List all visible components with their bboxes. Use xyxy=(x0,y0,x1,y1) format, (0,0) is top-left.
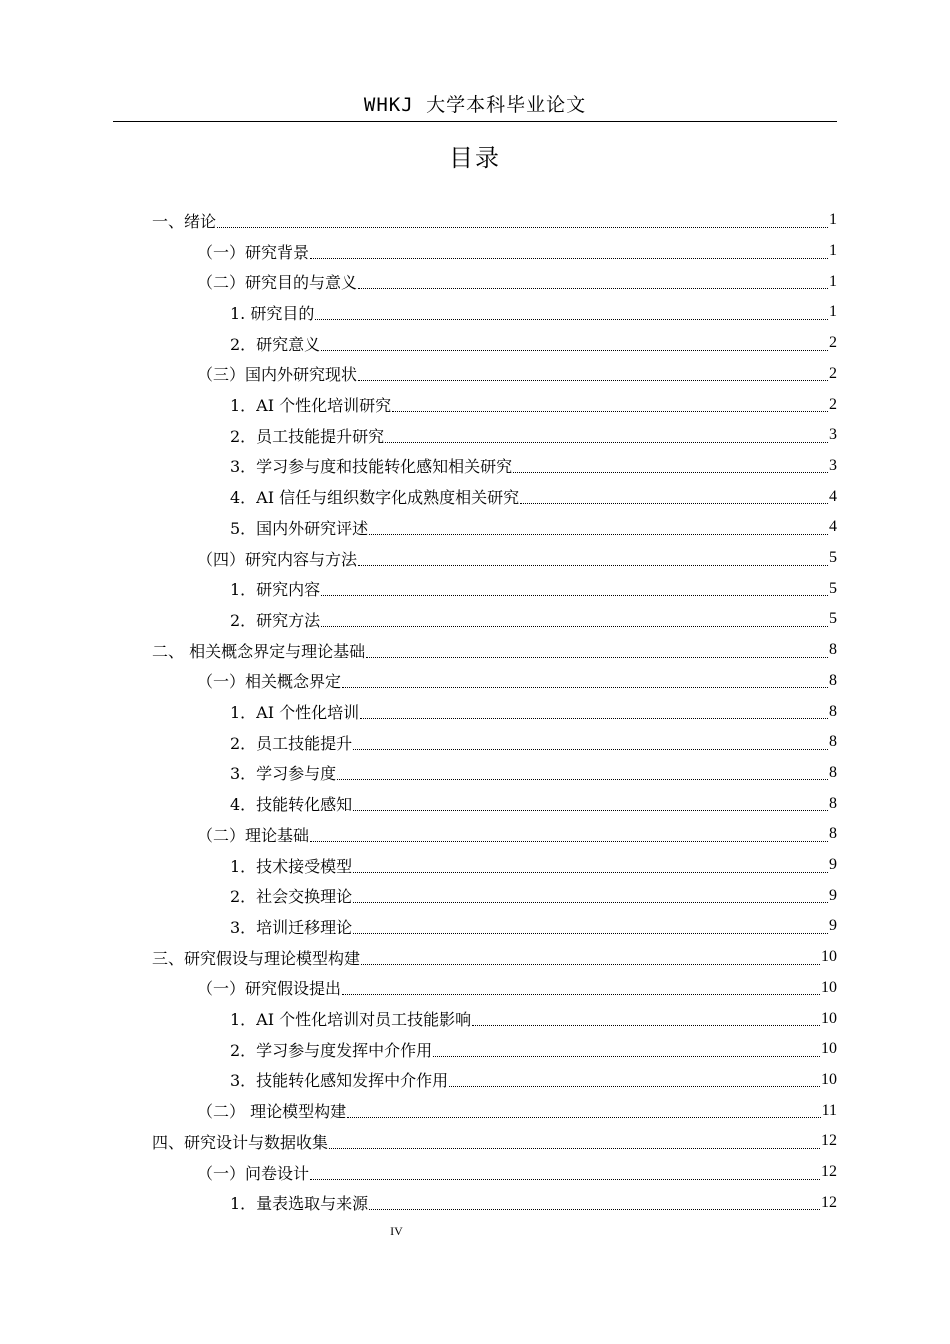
toc-entry[interactable] xyxy=(152,635,837,666)
toc-entry-title: （三）国内外研究现状 xyxy=(197,365,358,385)
toc-entry[interactable] xyxy=(152,942,837,973)
toc-entry[interactable] xyxy=(197,266,837,297)
toc-entry[interactable] xyxy=(197,666,837,697)
toc-entry-title: 3．技能转化感知发挥中介作用 xyxy=(230,1071,449,1091)
toc-entry-page: 8 xyxy=(829,763,837,781)
dot-leader xyxy=(310,829,828,842)
toc-entry-title: 1. 研究目的 xyxy=(230,303,315,323)
toc-entry-title: （一）相关概念界定 xyxy=(197,672,342,692)
dot-leader xyxy=(358,553,828,566)
toc-entry[interactable] xyxy=(197,1095,837,1126)
dot-leader xyxy=(392,399,828,412)
toc-entry-title: （二） 理论模型构建 xyxy=(197,1102,347,1122)
toc-entry-title: 2．研究意义 xyxy=(230,334,321,354)
dot-leader xyxy=(217,215,828,228)
toc-entry-page: 9 xyxy=(829,856,837,874)
toc-entry-title: 1．AI 个性化培训 xyxy=(230,703,360,723)
toc-entry-page: 10 xyxy=(821,1009,837,1027)
toc-entry-title: 2．学习参与度发挥中介作用 xyxy=(230,1040,433,1060)
dot-leader xyxy=(337,767,828,780)
toc-entry-title: 1．AI 个性化培训研究 xyxy=(230,396,392,416)
toc-entry[interactable] xyxy=(230,696,837,727)
toc-entry[interactable] xyxy=(197,359,837,390)
toc-entry-page: 1 xyxy=(829,242,837,260)
toc-entry-page: 3 xyxy=(829,456,837,474)
dot-leader xyxy=(315,307,828,320)
toc-entry-page: 10 xyxy=(821,1070,837,1088)
toc-entry-page: 8 xyxy=(829,641,837,659)
toc-entry-page: 1 xyxy=(829,211,837,229)
toc-entry-page: 2 xyxy=(829,395,837,413)
page-number: IV xyxy=(390,1224,403,1238)
dot-leader xyxy=(321,338,828,351)
toc-entry-title: 1．技术接受模型 xyxy=(230,856,353,876)
toc-entry[interactable] xyxy=(230,850,837,881)
toc-entry-title: 2．研究方法 xyxy=(230,610,321,630)
dot-leader xyxy=(520,491,828,504)
dot-leader xyxy=(353,798,828,811)
toc-entry-title: （一）问卷设计 xyxy=(197,1163,310,1183)
toc-entry[interactable] xyxy=(230,1187,837,1218)
toc-entry-title: 一、绪论 xyxy=(152,211,217,231)
toc-entry-title: 三、研究假设与理论模型构建 xyxy=(152,948,361,968)
dot-leader xyxy=(472,1013,820,1026)
header-rule xyxy=(113,121,837,122)
toc-entry-page: 4 xyxy=(829,487,837,505)
toc-entry-page: 8 xyxy=(829,733,837,751)
toc-entry-title: （一）研究背景 xyxy=(197,242,310,262)
toc-entry-page: 5 xyxy=(829,579,837,597)
toc-entry-title: 1．研究内容 xyxy=(230,580,321,600)
toc-entry[interactable] xyxy=(230,911,837,942)
toc-entry-page: 9 xyxy=(829,917,837,935)
toc-entry-page: 10 xyxy=(821,1040,837,1058)
dot-leader xyxy=(342,675,828,688)
toc-entry-page: 10 xyxy=(821,978,837,996)
toc-entry[interactable] xyxy=(230,451,837,482)
dot-leader xyxy=(353,860,828,873)
toc-entry-title: （二）理论基础 xyxy=(197,825,310,845)
toc-entry[interactable] xyxy=(197,236,837,267)
toc-entry[interactable] xyxy=(197,1157,837,1188)
toc-entry[interactable] xyxy=(230,727,837,758)
dot-leader xyxy=(321,583,828,596)
toc-entry-title: 二、 相关概念界定与理论基础 xyxy=(152,641,366,661)
dot-leader xyxy=(513,460,828,473)
toc-entry-title: 1．量表选取与来源 xyxy=(230,1194,369,1214)
toc-entry[interactable] xyxy=(230,788,837,819)
toc-entry-title: 4．技能转化感知 xyxy=(230,795,353,815)
toc-entry-page: 12 xyxy=(821,1193,837,1211)
toc-entry-page: 10 xyxy=(821,948,837,966)
toc-entry[interactable] xyxy=(230,1065,837,1096)
toc-entry[interactable] xyxy=(230,573,837,604)
toc-entry[interactable] xyxy=(230,512,837,543)
toc-entry-page: 8 xyxy=(829,702,837,720)
toc-entry-page: 12 xyxy=(821,1132,837,1150)
toc-entry[interactable] xyxy=(230,481,837,512)
toc-entry-title: 4．AI 信任与组织数字化成熟度相关研究 xyxy=(230,488,520,508)
dot-leader xyxy=(358,276,828,289)
toc-entry-page: 5 xyxy=(829,610,837,628)
toc-entry[interactable] xyxy=(197,543,837,574)
dot-leader xyxy=(369,522,828,535)
dot-leader xyxy=(449,1074,820,1087)
toc-entry-title: 5．国内外研究评述 xyxy=(230,518,369,538)
dot-leader xyxy=(361,952,820,965)
dot-leader xyxy=(321,614,828,627)
toc-entry-title: 3．学习参与度 xyxy=(230,764,337,784)
dot-leader xyxy=(358,368,828,381)
dot-leader xyxy=(369,1197,820,1210)
toc-entry[interactable] xyxy=(230,1034,837,1065)
toc-entry[interactable] xyxy=(197,819,837,850)
toc-entry-title: 3．培训迁移理论 xyxy=(230,917,353,937)
toc-entry-title: （四）研究内容与方法 xyxy=(197,549,358,569)
toc-title: 目录 xyxy=(449,144,501,172)
page-header: WHKJ 大学本科毕业论文 xyxy=(363,94,587,116)
dot-leader xyxy=(433,1044,820,1057)
toc-entry-page: 8 xyxy=(829,671,837,689)
dot-leader xyxy=(347,1105,821,1118)
dot-leader xyxy=(353,890,828,903)
toc-entry-title: 2．员工技能提升研究 xyxy=(230,426,385,446)
dot-leader xyxy=(342,982,820,995)
toc-entry-page: 2 xyxy=(829,364,837,382)
toc-entry[interactable] xyxy=(152,1126,837,1157)
toc-entry[interactable] xyxy=(230,1003,837,1034)
toc-entry-title: 2．社会交换理论 xyxy=(230,887,353,907)
toc-entry-page: 12 xyxy=(821,1163,837,1181)
toc-entry-page: 8 xyxy=(829,794,837,812)
toc-entry[interactable] xyxy=(152,205,837,236)
dot-leader xyxy=(329,1136,820,1149)
toc-entry[interactable] xyxy=(230,880,837,911)
dot-leader xyxy=(366,645,828,658)
toc-entry[interactable] xyxy=(230,604,837,635)
toc-entry-title: （二）研究目的与意义 xyxy=(197,273,358,293)
toc-entry-page: 5 xyxy=(829,549,837,567)
toc-entry-page: 3 xyxy=(829,426,837,444)
toc-entry-page: 1 xyxy=(829,272,837,290)
dot-leader xyxy=(385,430,828,443)
toc-entry[interactable] xyxy=(230,389,837,420)
toc-entry-title: 3．学习参与度和技能转化感知相关研究 xyxy=(230,457,513,477)
dot-leader xyxy=(353,921,828,934)
toc-entry-page: 11 xyxy=(821,1101,837,1119)
toc-entry-title: （一）研究假设提出 xyxy=(197,979,342,999)
toc-entry-title: 四、研究设计与数据收集 xyxy=(152,1132,329,1152)
toc-entry[interactable] xyxy=(197,973,837,1004)
toc-entry[interactable] xyxy=(230,297,837,328)
toc-entry[interactable] xyxy=(230,328,837,359)
dot-leader xyxy=(310,246,828,259)
toc-entry[interactable] xyxy=(230,758,837,789)
toc-entry[interactable] xyxy=(230,420,837,451)
toc-entry-page: 4 xyxy=(829,518,837,536)
toc-entry-page: 1 xyxy=(829,303,837,321)
dot-leader xyxy=(353,737,828,750)
dot-leader xyxy=(310,1167,820,1180)
toc-entry-title: 1．AI 个性化培训对员工技能影响 xyxy=(230,1010,472,1030)
dot-leader xyxy=(360,706,828,719)
toc-entry-page: 2 xyxy=(829,334,837,352)
toc-entry-page: 9 xyxy=(829,886,837,904)
toc-entry-page: 8 xyxy=(829,825,837,843)
toc-entry-title: 2．员工技能提升 xyxy=(230,733,353,753)
